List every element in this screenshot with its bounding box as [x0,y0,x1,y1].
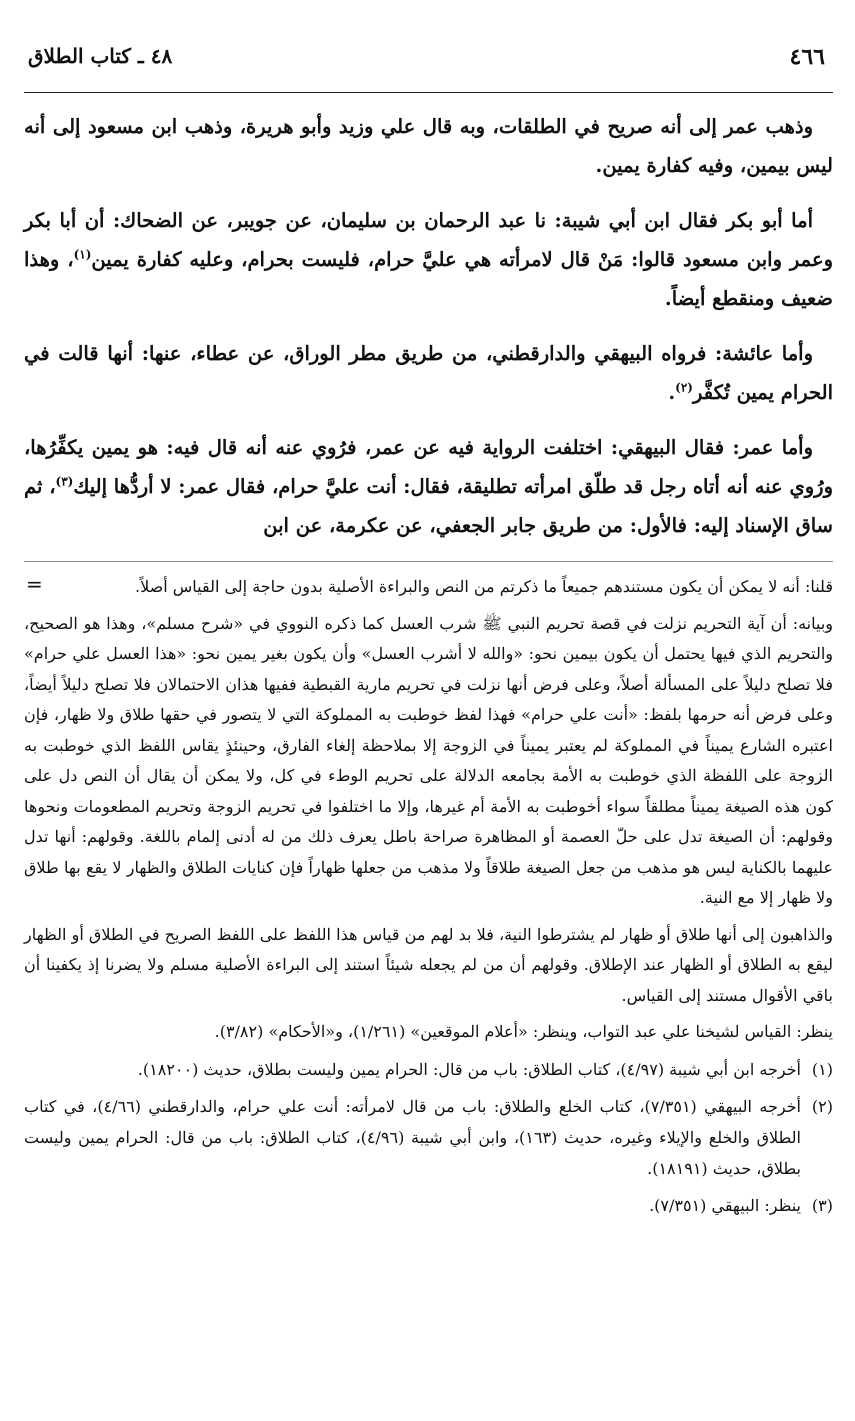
paragraph-4 [24,428,833,545]
paragraph-2-text-b: ، وهذا ضعيف ومنقطع أيضاً. [24,248,833,310]
paragraph-4-text-b: ، ثم ساق الإسناد إليه: فالأول: من طريق جابر الجعفي، عن عكرمة، عن ابن [24,475,833,537]
note-paragraph-4: ينظر: القياس لشيخنا علي عبد التواب، وينظر: «أعلام الموقعين» (١/٢٦١)، و«الأحكام» (٣/٨٢). [214,1022,833,1041]
footnote-ref-3[interactable]: (٣) [55,474,74,489]
footnote-3 [24,1190,833,1221]
paragraph-1-text: وذهب عمر إلى أنه صريح في الطلقات، وبه قال علي وزيد وأبو هريرة، وذهب ابن مسعود إلى أنه ليس بيمين، وفيه كفارة يمين. [24,115,833,177]
note-paragraph-3: والذاهبون إلى أنها طلاق أو ظهار لم يشترطوا النية، فلا بد لهم من قياس هذا اللفظ على اللفظ الصريح في الطلاق أو الظهار ليقع به الطلاق أو الظهار عند الإطلاق. وقولهم أن من لم يجعله شيئاً استند إلى البراءة الأصلية مسلم ولا يضرنا إذ يكفينا أن باقي الأقوال مستند إلى القياس. [24,924,833,1005]
footnote-number: (٣) [811,1195,833,1215]
footnote-1 [24,1054,833,1085]
note-paragraph-2: وبيانه: أن آية التحريم نزلت في قصة تحريم النبي ﷺ شرب العسل كما ذكره النووي في «شرح مسلم»، وهذا هو الصحيح، والتحريم الذي فيها يحتمل أن يكون بيمين نحو: «والله لا أشرب العسل» وأن يكون بغير يمين نحو: «هذا العسل علي حرام» فلا تصلح دليلاً على المسألة أصلاً، وعلى فرض أنها نزلت في تحريم مارية القبطية ففيها هذان الاحتمالان فلا تصلح دليلاً أيضاً، وعلى فرض أنه حرمها بلفظ: «أنت علي حرام» فهذا لفظ خوطبت به المملوكة التي لا يتصور في حقها طلاق ولا ظهار، فإن اعتبره الشارع يميناً في المملوكة لم يعتبر يميناً في الزوجة إلا بملاحظة إلغاء الفارق، وحينئذٍ يقاس اللفظ الذي خوطبت به الزوجة على اللفظة الذي خوطبت به الأمة بجامعه الدلالة على تحريم الوطء في كل، ولا يمكن أن يقال أن النص دل على كون هذه الصيغة يميناً مطلقاً سواء أخوطبت به الأمة أم غيرها، وإلا ما اختلفوا في تحريم الزوجة وتحريم المطعومات ونحوها وقولهم: أن الصيغة تدل على حلّ العصمة أو المظاهرة صراحة باطل يعرف ذلك من له أدنى إلمام باللغة. وقولهم: أنها تدل عليهما بالكناية ليس هو مذهب من جعل الصيغة طلاقاً ولا مذهب من جعلها ظهاراً فإن كنايات الطلاق والظهار لا يقع بها طلاق ولا ظهار إلا مع النية. [24,613,834,907]
footnote-number: (٢) [811,1096,833,1116]
main-text [24,107,833,545]
page-number: ٤٦٦ [789,44,825,70]
paragraph-3 [24,334,833,412]
note-paragraph-1: قلنا: أنه لا يمكن أن يكون مستندهم جميعاً ما ذكرتم من النص والبراءة الأصلية بدون حاجة إلى القياس أصلاً. [134,577,833,596]
footnote-number: (١) [811,1059,833,1079]
paragraph-2-text-a: أما أبو بكر فقال ابن أبي شيبة: نا عبد الرحمان بن سليمان، عن جويبر، عن الضحاك: أن أبا بكر وعمر وابن مسعود قالوا: مَنْ قال لامرأته هي عليَّ حرام، فليست بحرام، وعليه كفارة يمين [24,209,834,271]
running-title: ٤٨ ـ كتاب الطلاق [28,44,173,68]
footnotes [24,1054,833,1221]
book-page [0,40,855,1421]
footnote-text: ينظر: البيهقي (٧/٣٥١). [649,1195,801,1215]
paragraph-3-text-b: . [668,381,676,404]
paragraph-4-text-a: وأما عمر: فقال البيهقي: اختلفت الرواية فيه عن عمر، فرُوي عنه أنه قال فيه: هو يمين يكفِّرُها، ورُوي عنه أنه أتاه رجل قد طلّق امرأته تطليقة، فقال: أنت عليَّ حرام، فقال عمر: لا أردُّها إليك [24,436,833,498]
paragraph-3-text-a: وأما عائشة: فرواه البيهقي والدارقطني، من طريق مطر الوراق، عن عطاء، عنها: أنها قالت في الحرام يمين تُكفَّر [24,342,833,404]
footnote-ref-1[interactable]: (١) [73,247,92,262]
paragraph-1 [24,107,833,185]
paragraph-2 [24,201,833,318]
footnote-ref-2[interactable]: (٢) [675,380,693,395]
continuation-marker: = [26,572,43,596]
continued-note-section [24,561,833,1048]
page-header [24,40,833,93]
footnote-2 [24,1091,833,1184]
footnote-text: أخرجه ابن أبي شيبة (٤/٩٧)، كتاب الطلاق: باب من قال: الحرام يمين وليست بطلاق، حديث (١٨٢٠٠). [137,1059,801,1079]
footnote-text: أخرجه البيهقي (٧/٣٥١)، كتاب الخلع والطلاق: باب من قال لامرأته: أنت علي حرام، والدارقطني (٤/٦٦)، في كتاب الطلاق والخلع والإيلاء وغيره، حديث (١٦٣)، وابن أبي شيبة (٤/٩٦)، كتاب الطلاق: باب من قال: الحرام يمين وليست بطلاق، حديث (١٨١٩١). [24,1096,801,1178]
